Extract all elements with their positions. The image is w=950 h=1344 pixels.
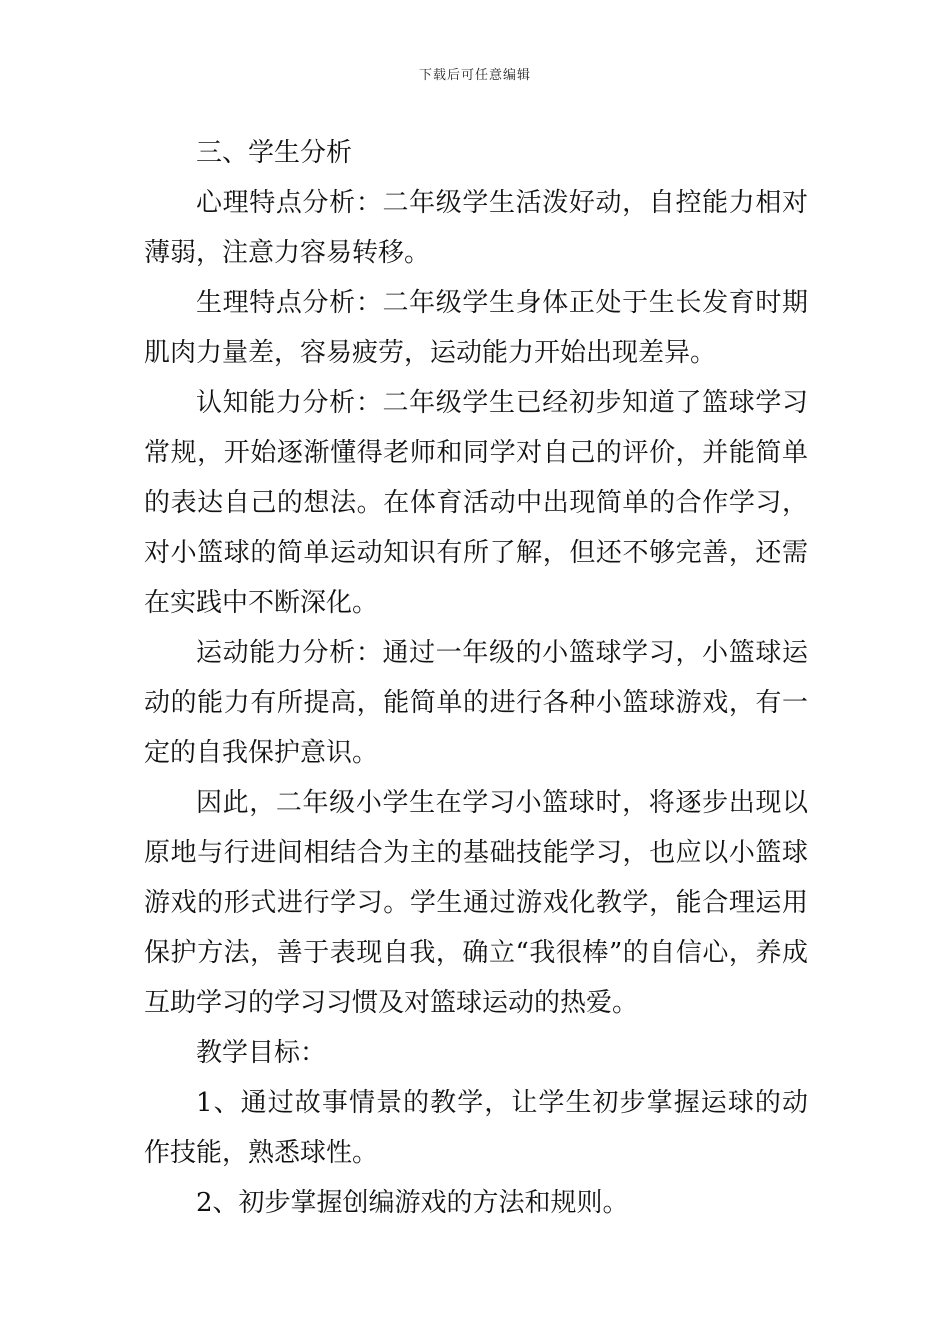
- page-header: 下载后可任意编辑: [418, 68, 531, 83]
- paragraph-conclusion: 因此，二年级小学生在学习小篮球时，将逐步出现以原地与行进间相结合为主的基础技能学习，也应以小篮球游戏的形式进行学习。学生通过游戏化教学，能合理运用保护方法，善于表现自我，确立“我很棒”的自信心，养成互助学习的学习习惯及对篮球运动的热爱。: [144, 788, 808, 1018]
- section-heading: 三、学生分析: [196, 138, 353, 168]
- teaching-goal-1: 1、通过故事情景的教学，让学生初步掌握运球的动作技能，熟悉球性。: [144, 1088, 808, 1168]
- document-body: [144, 128, 808, 1228]
- paragraph-psychology: 心理特点分析：二年级学生活泼好动，自控能力相对薄弱，注意力容易转移。: [144, 188, 808, 268]
- teaching-goals-heading: 教学目标：: [196, 1038, 327, 1068]
- paragraph-cognition: 认知能力分析：二年级学生已经初步知道了篮球学习常规，开始逐渐懂得老师和同学对自己的评价，并能简单的表达自己的想法。在体育活动中出现简单的合作学习，对小篮球的简单运动知识有所了解，但还不够完善，还需在实践中不断深化。: [144, 388, 808, 618]
- paragraph-physiology: 生理特点分析：二年级学生身体正处于生长发育时期肌肉力量差，容易疲劳，运动能力开始出现差异。: [144, 288, 808, 368]
- teaching-goal-2: 2、初步掌握创编游戏的方法和规则。: [196, 1188, 629, 1218]
- paragraph-motor-ability: 运动能力分析：通过一年级的小篮球学习，小篮球运动的能力有所提高，能简单的进行各种小篮球游戏，有一定的自我保护意识。: [144, 638, 808, 768]
